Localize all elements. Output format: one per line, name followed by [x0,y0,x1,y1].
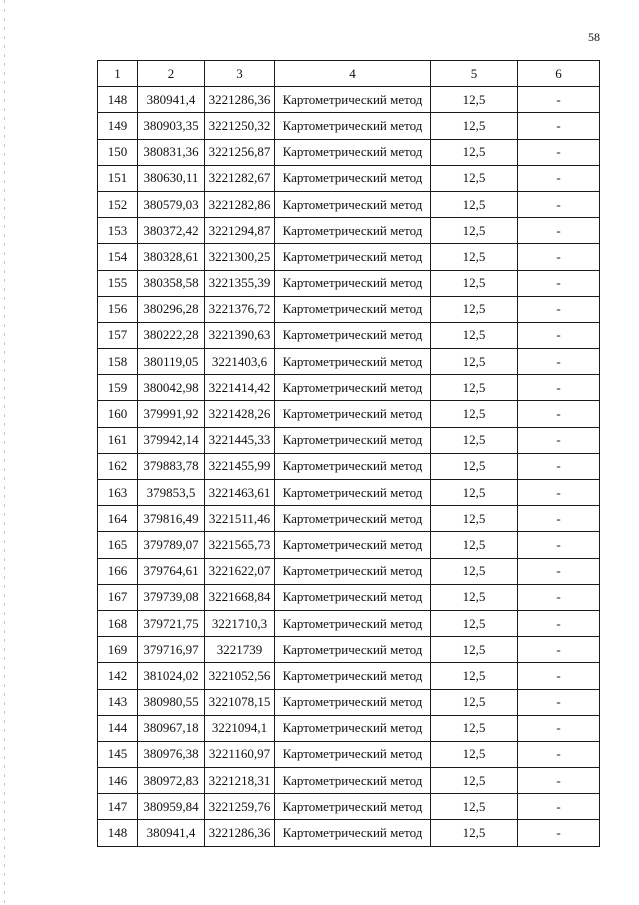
method-cell: Картометрический метод [275,165,431,191]
accuracy-cell: 12,5 [431,218,518,244]
table-row [98,532,600,558]
table-row [98,113,600,139]
y-coordinate-cell: 3221286,36 [205,87,275,113]
accuracy-cell: 12,5 [431,270,518,296]
x-coordinate-cell: 379883,78 [138,453,205,479]
accuracy-cell: 12,5 [431,453,518,479]
point-number-cell: 161 [98,427,138,453]
accuracy-cell: 12,5 [431,113,518,139]
x-coordinate-cell: 380042,98 [138,375,205,401]
table-row [98,322,600,348]
x-coordinate-cell: 380972,83 [138,768,205,794]
method-cell: Картометрический метод [275,610,431,636]
point-number-cell: 162 [98,453,138,479]
coordinates-table [97,60,600,847]
table-row [98,165,600,191]
point-number-cell: 147 [98,794,138,820]
y-coordinate-cell: 3221565,73 [205,532,275,558]
table-row [98,768,600,794]
header-cell-5: 5 [431,61,518,87]
table-row [98,480,600,506]
accuracy-cell: 12,5 [431,506,518,532]
point-number-cell: 146 [98,768,138,794]
accuracy-cell: 12,5 [431,768,518,794]
y-coordinate-cell: 3221403,6 [205,349,275,375]
note-cell: - [518,689,600,715]
y-coordinate-cell: 3221259,76 [205,794,275,820]
point-number-cell: 160 [98,401,138,427]
table-row [98,139,600,165]
note-cell: - [518,401,600,427]
y-coordinate-cell: 3221710,3 [205,610,275,636]
page-number: 58 [588,30,600,44]
x-coordinate-cell: 379789,07 [138,532,205,558]
x-coordinate-cell: 379853,5 [138,480,205,506]
y-coordinate-cell: 3221445,33 [205,427,275,453]
note-cell: - [518,506,600,532]
note-cell: - [518,584,600,610]
x-coordinate-cell: 380976,38 [138,741,205,767]
accuracy-cell: 12,5 [431,794,518,820]
accuracy-cell: 12,5 [431,87,518,113]
note-cell: - [518,820,600,846]
accuracy-cell: 12,5 [431,191,518,217]
accuracy-cell: 12,5 [431,139,518,165]
point-number-cell: 168 [98,610,138,636]
point-number-cell: 144 [98,715,138,741]
y-coordinate-cell: 3221668,84 [205,584,275,610]
note-cell: - [518,375,600,401]
x-coordinate-cell: 381024,02 [138,663,205,689]
note-cell: - [518,453,600,479]
method-cell: Картометрический метод [275,689,431,715]
y-coordinate-cell: 3221376,72 [205,296,275,322]
y-coordinate-cell: 3221094,1 [205,715,275,741]
table-row [98,296,600,322]
y-coordinate-cell: 3221282,86 [205,191,275,217]
point-number-cell: 148 [98,820,138,846]
note-cell: - [518,244,600,270]
x-coordinate-cell: 379764,61 [138,558,205,584]
note-cell: - [518,663,600,689]
accuracy-cell: 12,5 [431,663,518,689]
method-cell: Картометрический метод [275,296,431,322]
method-cell: Картометрический метод [275,87,431,113]
point-number-cell: 169 [98,637,138,663]
accuracy-cell: 12,5 [431,427,518,453]
method-cell: Картометрический метод [275,349,431,375]
accuracy-cell: 12,5 [431,820,518,846]
method-cell: Картометрический метод [275,113,431,139]
method-cell: Картометрический метод [275,270,431,296]
note-cell: - [518,322,600,348]
point-number-cell: 157 [98,322,138,348]
method-cell: Картометрический метод [275,637,431,663]
method-cell: Картометрический метод [275,322,431,348]
accuracy-cell: 12,5 [431,558,518,584]
accuracy-cell: 12,5 [431,375,518,401]
accuracy-cell: 12,5 [431,689,518,715]
scan-edge-artifact [4,0,5,905]
method-cell: Картометрический метод [275,532,431,558]
x-coordinate-cell: 380358,58 [138,270,205,296]
point-number-cell: 167 [98,584,138,610]
note-cell: - [518,270,600,296]
note-cell: - [518,349,600,375]
point-number-cell: 154 [98,244,138,270]
table-row [98,663,600,689]
y-coordinate-cell: 3221286,36 [205,820,275,846]
table-row [98,558,600,584]
accuracy-cell: 12,5 [431,401,518,427]
method-cell: Картометрический метод [275,401,431,427]
accuracy-cell: 12,5 [431,296,518,322]
note-cell: - [518,741,600,767]
method-cell: Картометрический метод [275,663,431,689]
x-coordinate-cell: 380941,4 [138,87,205,113]
note-cell: - [518,532,600,558]
point-number-cell: 163 [98,480,138,506]
x-coordinate-cell: 380372,42 [138,218,205,244]
y-coordinate-cell: 3221463,61 [205,480,275,506]
header-cell-3: 3 [205,61,275,87]
point-number-cell: 143 [98,689,138,715]
method-cell: Картометрический метод [275,244,431,270]
table-row [98,427,600,453]
note-cell: - [518,218,600,244]
point-number-cell: 155 [98,270,138,296]
method-cell: Картометрический метод [275,768,431,794]
table-body [98,87,600,846]
point-number-cell: 152 [98,191,138,217]
y-coordinate-cell: 3221052,56 [205,663,275,689]
accuracy-cell: 12,5 [431,741,518,767]
x-coordinate-cell: 379721,75 [138,610,205,636]
accuracy-cell: 12,5 [431,322,518,348]
x-coordinate-cell: 380630,11 [138,165,205,191]
accuracy-cell: 12,5 [431,244,518,270]
header-cell-2: 2 [138,61,205,87]
table-row [98,820,600,846]
note-cell: - [518,165,600,191]
x-coordinate-cell: 380222,28 [138,322,205,348]
x-coordinate-cell: 380831,36 [138,139,205,165]
method-cell: Картометрический метод [275,139,431,165]
x-coordinate-cell: 380967,18 [138,715,205,741]
y-coordinate-cell: 3221300,25 [205,244,275,270]
y-coordinate-cell: 3221250,32 [205,113,275,139]
y-coordinate-cell: 3221355,39 [205,270,275,296]
table-row [98,87,600,113]
point-number-cell: 164 [98,506,138,532]
y-coordinate-cell: 3221160,97 [205,741,275,767]
point-number-cell: 149 [98,113,138,139]
point-number-cell: 166 [98,558,138,584]
note-cell: - [518,139,600,165]
point-number-cell: 150 [98,139,138,165]
table-row [98,401,600,427]
note-cell: - [518,191,600,217]
method-cell: Картометрический метод [275,375,431,401]
accuracy-cell: 12,5 [431,532,518,558]
note-cell: - [518,113,600,139]
x-coordinate-cell: 380119,05 [138,349,205,375]
accuracy-cell: 12,5 [431,349,518,375]
point-number-cell: 158 [98,349,138,375]
table-row [98,349,600,375]
accuracy-cell: 12,5 [431,584,518,610]
note-cell: - [518,558,600,584]
method-cell: Картометрический метод [275,558,431,584]
header-cell-1: 1 [98,61,138,87]
x-coordinate-cell: 380579,03 [138,191,205,217]
note-cell: - [518,87,600,113]
x-coordinate-cell: 380959,84 [138,794,205,820]
point-number-cell: 148 [98,87,138,113]
point-number-cell: 151 [98,165,138,191]
table-row [98,375,600,401]
accuracy-cell: 12,5 [431,637,518,663]
y-coordinate-cell: 3221256,87 [205,139,275,165]
table-row [98,584,600,610]
table-row [98,453,600,479]
point-number-cell: 165 [98,532,138,558]
method-cell: Картометрический метод [275,794,431,820]
table-row [98,244,600,270]
y-coordinate-cell: 3221455,99 [205,453,275,479]
table-row [98,218,600,244]
table-header-row [98,61,600,87]
point-number-cell: 153 [98,218,138,244]
method-cell: Картометрический метод [275,715,431,741]
note-cell: - [518,794,600,820]
method-cell: Картометрический метод [275,480,431,506]
note-cell: - [518,296,600,322]
x-coordinate-cell: 380328,61 [138,244,205,270]
method-cell: Картометрический метод [275,453,431,479]
x-coordinate-cell: 380980,55 [138,689,205,715]
header-cell-4: 4 [275,61,431,87]
x-coordinate-cell: 380296,28 [138,296,205,322]
table-row [98,741,600,767]
method-cell: Картометрический метод [275,820,431,846]
x-coordinate-cell: 379942,14 [138,427,205,453]
table-row [98,637,600,663]
point-number-cell: 145 [98,741,138,767]
x-coordinate-cell: 379739,08 [138,584,205,610]
x-coordinate-cell: 379716,97 [138,637,205,663]
note-cell: - [518,768,600,794]
x-coordinate-cell: 380903,35 [138,113,205,139]
y-coordinate-cell: 3221282,67 [205,165,275,191]
note-cell: - [518,715,600,741]
x-coordinate-cell: 379816,49 [138,506,205,532]
table-row [98,794,600,820]
y-coordinate-cell: 3221294,87 [205,218,275,244]
y-coordinate-cell: 3221511,46 [205,506,275,532]
y-coordinate-cell: 3221622,07 [205,558,275,584]
y-coordinate-cell: 3221428,26 [205,401,275,427]
method-cell: Картометрический метод [275,741,431,767]
table-row [98,270,600,296]
x-coordinate-cell: 379991,92 [138,401,205,427]
accuracy-cell: 12,5 [431,480,518,506]
accuracy-cell: 12,5 [431,610,518,636]
point-number-cell: 142 [98,663,138,689]
method-cell: Картометрический метод [275,218,431,244]
method-cell: Картометрический метод [275,584,431,610]
point-number-cell: 159 [98,375,138,401]
accuracy-cell: 12,5 [431,165,518,191]
y-coordinate-cell: 3221739 [205,637,275,663]
table-row [98,610,600,636]
y-coordinate-cell: 3221414,42 [205,375,275,401]
x-coordinate-cell: 380941,4 [138,820,205,846]
header-cell-6: 6 [518,61,600,87]
point-number-cell: 156 [98,296,138,322]
note-cell: - [518,610,600,636]
table-row [98,715,600,741]
note-cell: - [518,480,600,506]
method-cell: Картометрический метод [275,191,431,217]
y-coordinate-cell: 3221218,31 [205,768,275,794]
y-coordinate-cell: 3221078,15 [205,689,275,715]
table-row [98,506,600,532]
method-cell: Картометрический метод [275,506,431,532]
method-cell: Картометрический метод [275,427,431,453]
table-row [98,689,600,715]
y-coordinate-cell: 3221390,63 [205,322,275,348]
note-cell: - [518,427,600,453]
note-cell: - [518,637,600,663]
table-row [98,191,600,217]
accuracy-cell: 12,5 [431,715,518,741]
